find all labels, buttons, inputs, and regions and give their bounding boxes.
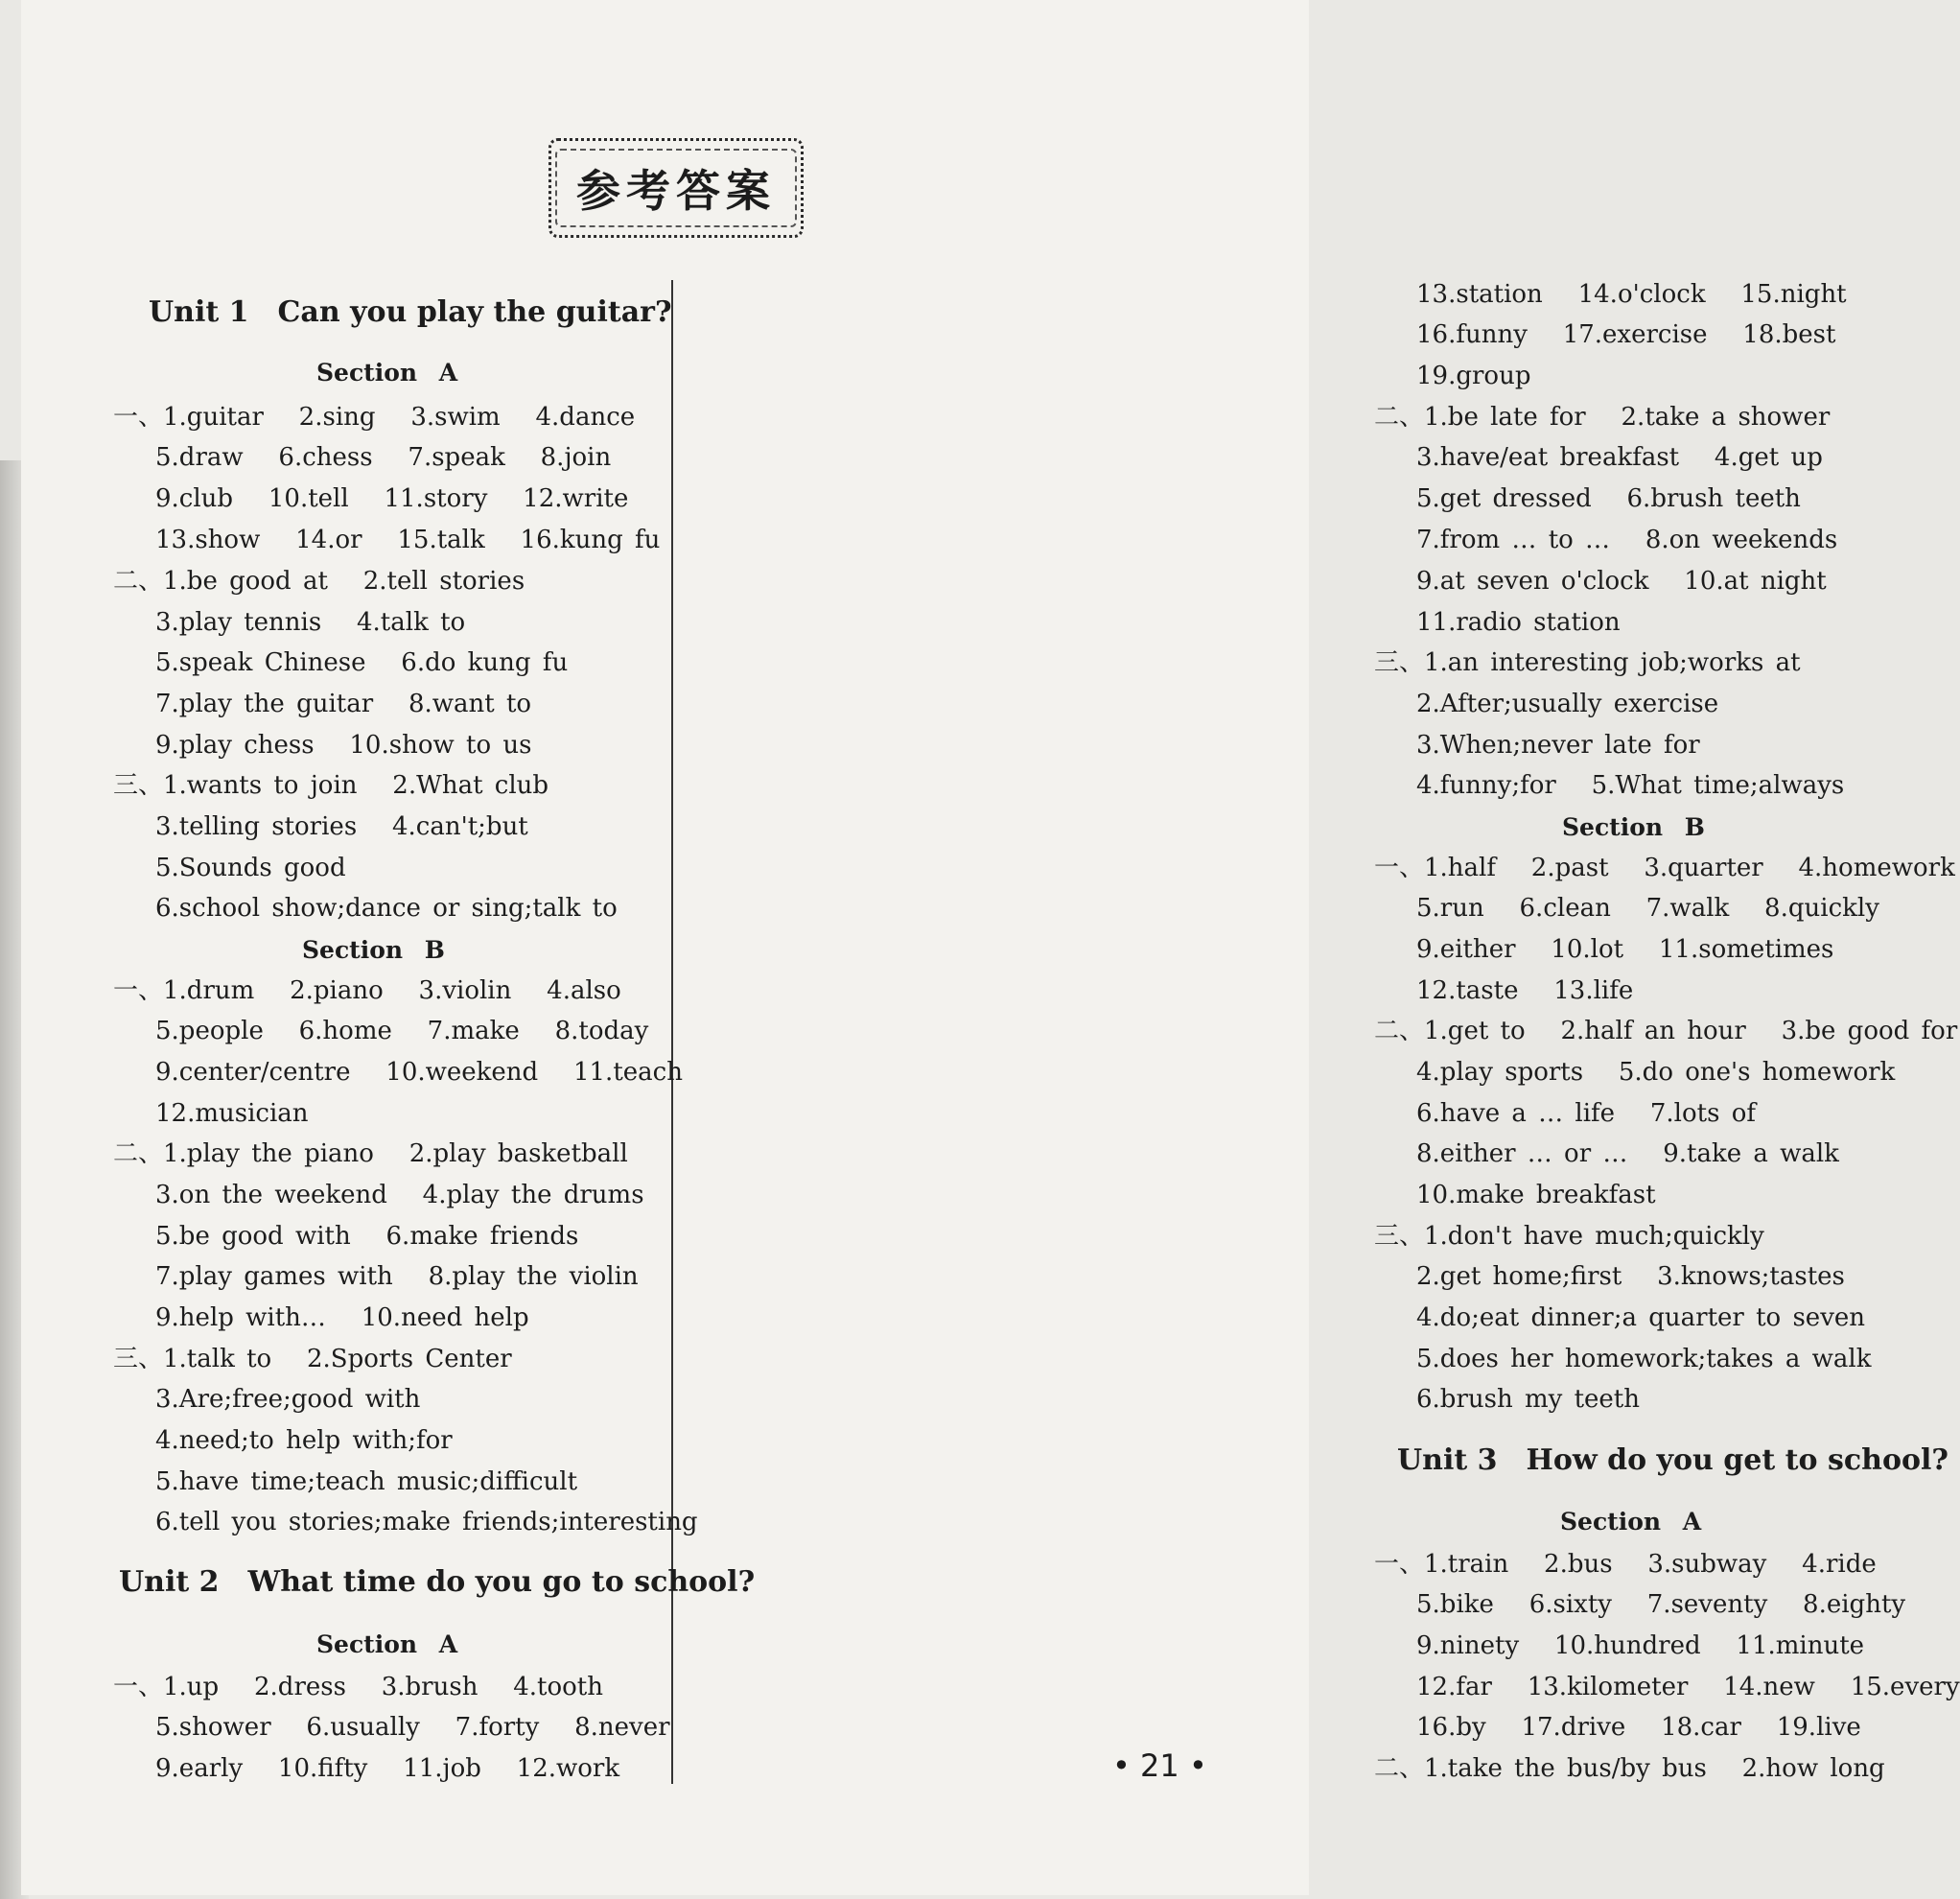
section-heading: Section B bbox=[302, 936, 445, 964]
answer-line: 4.funny;for 5.What time;always bbox=[1416, 771, 1845, 800]
answer-line: 一、1.half 2.past 3.quarter 4.homework bbox=[1374, 854, 1955, 882]
unit-heading bbox=[119, 1565, 755, 1599]
answer-line: 二、1.get to 2.half an hour 3.be good for bbox=[1374, 1017, 1958, 1045]
section-heading: Section A bbox=[1560, 1508, 1702, 1536]
answer-line: 9.center/centre 10.weekend 11.teach bbox=[155, 1058, 683, 1087]
answer-line: 3.play tennis 4.talk to bbox=[155, 608, 466, 637]
answer-line: 13.show 14.or 15.talk 16.kung fu bbox=[155, 526, 661, 554]
unit-title: What time do you go to school? bbox=[247, 1565, 756, 1599]
answer-line: 三、1.don't have much;quickly bbox=[1374, 1222, 1764, 1251]
answer-line: 二、1.be late for 2.take a shower bbox=[1374, 403, 1831, 432]
answer-line: 2.After;usually exercise bbox=[1416, 690, 1719, 718]
answer-line: 4.need;to help with;for bbox=[155, 1426, 453, 1455]
answer-line: 5.Sounds good bbox=[155, 854, 346, 882]
answer-line: 5.get dressed 6.brush teeth bbox=[1416, 484, 1801, 513]
answer-line: 16.by 17.drive 18.car 19.live bbox=[1416, 1713, 1861, 1742]
answer-line: 3.Are;free;good with bbox=[155, 1385, 421, 1414]
answer-line: 16.funny 17.exercise 18.best bbox=[1416, 320, 1836, 349]
answer-line: 5.people 6.home 7.make 8.today bbox=[155, 1017, 649, 1045]
answer-line: 2.get home;first 3.knows;tastes bbox=[1416, 1262, 1845, 1291]
answer-line: 二、1.play the piano 2.play basketball bbox=[113, 1139, 628, 1168]
answer-line: 9.help with… 10.need help bbox=[155, 1303, 529, 1332]
answer-line: 12.taste 13.life bbox=[1416, 976, 1634, 1005]
answer-line: 5.have time;teach music;difficult bbox=[155, 1467, 578, 1496]
unit-title: How do you get to school? bbox=[1526, 1443, 1948, 1477]
unit-number: Unit 2 bbox=[119, 1565, 220, 1599]
answer-line: 5.draw 6.chess 7.speak 8.join bbox=[155, 443, 612, 472]
answer-line: 6.school show;dance or sing;talk to bbox=[155, 894, 618, 923]
answer-line: 4.play sports 5.do one's homework bbox=[1416, 1058, 1896, 1087]
section-heading: Section A bbox=[316, 1630, 458, 1658]
answer-line: 一、1.up 2.dress 3.brush 4.tooth bbox=[113, 1673, 603, 1701]
answer-line: 10.make breakfast bbox=[1416, 1181, 1656, 1209]
answer-line: 3.have/eat breakfast 4.get up bbox=[1416, 443, 1823, 472]
answer-line: 9.early 10.fifty 11.job 12.work bbox=[155, 1754, 620, 1783]
page-title: 参考答案 bbox=[576, 165, 776, 217]
answer-line: 5.does her homework;takes a walk bbox=[1416, 1345, 1872, 1373]
section-heading: Section A bbox=[316, 359, 458, 387]
unit-number: Unit 3 bbox=[1397, 1443, 1498, 1477]
answer-line: 3.on the weekend 4.play the drums bbox=[155, 1181, 644, 1209]
answer-line: 4.do;eat dinner;a quarter to seven bbox=[1416, 1303, 1866, 1332]
answer-line: 12.far 13.kilometer 14.new 15.every bbox=[1416, 1673, 1960, 1701]
answer-line: 8.either … or … 9.take a walk bbox=[1416, 1139, 1839, 1168]
answer-line: 3.When;never late for bbox=[1416, 731, 1700, 760]
answer-line: 13.station 14.o'clock 15.night bbox=[1416, 280, 1847, 309]
title-inner-frame bbox=[555, 149, 797, 227]
answer-line: 6.have a … life 7.lots of bbox=[1416, 1099, 1756, 1128]
answer-line: 5.bike 6.sixty 7.seventy 8.eighty bbox=[1416, 1590, 1906, 1619]
answer-line: 三、1.talk to 2.Sports Center bbox=[113, 1345, 512, 1373]
answer-line: 一、1.guitar 2.sing 3.swim 4.dance bbox=[113, 403, 636, 432]
answer-line: 9.play chess 10.show to us bbox=[155, 731, 532, 760]
unit-heading bbox=[1397, 1443, 1948, 1477]
answer-line: 5.shower 6.usually 7.forty 8.never bbox=[155, 1713, 670, 1742]
answer-line: 一、1.train 2.bus 3.subway 4.ride bbox=[1374, 1550, 1877, 1579]
answer-line: 9.ninety 10.hundred 11.minute bbox=[1416, 1631, 1865, 1660]
answer-line: 3.telling stories 4.can't;but bbox=[155, 812, 528, 841]
answer-line: 7.play the guitar 8.want to bbox=[155, 690, 532, 718]
answer-line: 19.group bbox=[1416, 362, 1531, 390]
unit-heading bbox=[149, 295, 672, 329]
answer-line: 一、1.drum 2.piano 3.violin 4.also bbox=[113, 976, 621, 1005]
answer-line: 三、1.wants to join 2.What club bbox=[113, 771, 549, 800]
unit-title: Can you play the guitar? bbox=[277, 295, 672, 329]
answer-line: 三、1.an interesting job;works at bbox=[1374, 648, 1801, 677]
answer-line: 12.musician bbox=[155, 1099, 309, 1128]
answer-line: 二、1.be good at 2.tell stories bbox=[113, 567, 525, 596]
answer-line: 5.be good with 6.make friends bbox=[155, 1222, 579, 1251]
section-heading: Section B bbox=[1562, 813, 1705, 841]
answer-line: 7.from … to … 8.on weekends bbox=[1416, 526, 1838, 554]
answer-line: 7.play games with 8.play the violin bbox=[155, 1262, 639, 1291]
answer-line: 11.radio station bbox=[1416, 608, 1621, 637]
answer-line: 5.speak Chinese 6.do kung fu bbox=[155, 648, 569, 677]
answer-line: 6.tell you stories;make friends;interesting bbox=[155, 1508, 698, 1536]
answer-page bbox=[21, 0, 1309, 1895]
unit-number: Unit 1 bbox=[149, 295, 249, 329]
answer-line: 5.run 6.clean 7.walk 8.quickly bbox=[1416, 894, 1879, 923]
column-divider bbox=[671, 280, 673, 1784]
answer-line: 9.club 10.tell 11.story 12.write bbox=[155, 484, 629, 513]
answer-line: 9.either 10.lot 11.sometimes bbox=[1416, 935, 1834, 964]
page-number: • 21 • bbox=[1112, 1747, 1207, 1784]
title-frame bbox=[548, 138, 804, 238]
answer-line: 9.at seven o'clock 10.at night bbox=[1416, 567, 1827, 596]
answer-line: 二、1.take the bus/by bus 2.how long bbox=[1374, 1754, 1885, 1783]
answer-line: 6.brush my teeth bbox=[1416, 1385, 1640, 1414]
